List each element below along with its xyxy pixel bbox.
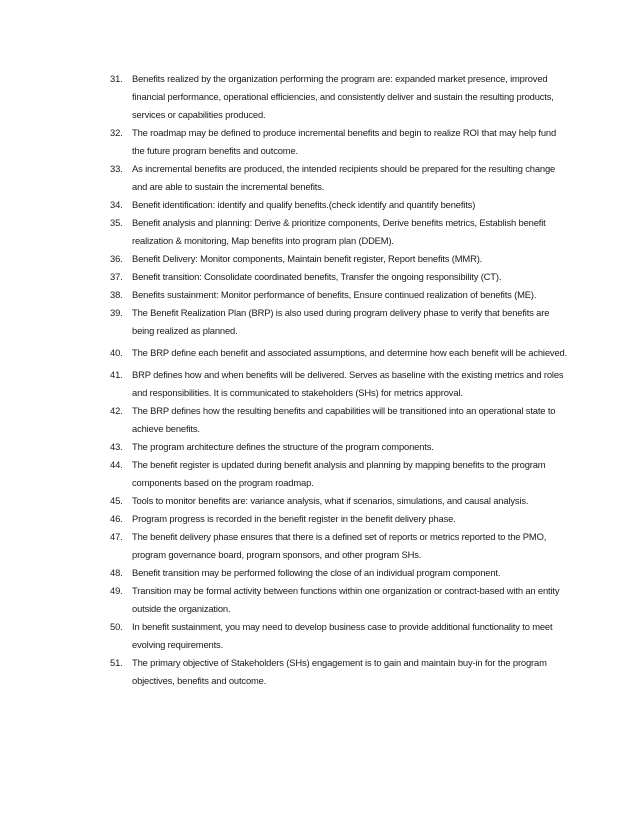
list-item (110, 268, 568, 286)
item-number: 39. (110, 307, 123, 318)
list-item (110, 366, 568, 402)
list-item (110, 510, 568, 528)
item-number: 46. (110, 513, 123, 524)
item-number: 49. (110, 585, 123, 596)
item-text: As incremental benefits are produced, the intended recipients should be prepared for the resulting change and are able to sustain the incremental benefits. (132, 163, 556, 192)
list-item (110, 528, 568, 564)
item-number: 50. (110, 621, 123, 632)
list-item (110, 160, 568, 196)
list-item (110, 654, 568, 690)
list-item (110, 214, 568, 250)
item-text: Benefit analysis and planning: Derive & prioritize components, Derive benefits metrics, Establish benefit realization & monitoring, Map benefits into program plan (DDEM). (132, 217, 546, 246)
list-item (110, 438, 568, 456)
item-number: 31. (110, 73, 123, 84)
list-item (110, 286, 568, 304)
item-number: 43. (110, 441, 123, 452)
item-text: Transition may be formal activity between functions within one organization or contract-based with an entity outside the organization. (132, 585, 560, 614)
item-text: The program architecture defines the structure of the program components. (132, 441, 434, 452)
item-text: The BRP define each benefit and associated assumptions, and determine how each benefit will be achieved. (132, 347, 568, 358)
list-item (110, 250, 568, 268)
item-text: Benefits realized by the organization performing the program are: expanded market presence, improved financial performance, operational efficiencies, and consistently deliver and sustain the resulting products, services or capabilities produced. (132, 73, 554, 120)
list-item (110, 564, 568, 582)
item-text: The BRP defines how the resulting benefits and capabilities will be transitioned into an operational state to achieve benefits. (132, 405, 556, 434)
list-item (110, 402, 568, 438)
item-text: Benefits sustainment: Monitor performance of benefits, Ensure continued realization of benefits (ME). (132, 289, 537, 300)
item-number: 47. (110, 531, 123, 542)
item-text: Program progress is recorded in the benefit register in the benefit delivery phase. (132, 513, 456, 524)
item-text: Tools to monitor benefits are: variance analysis, what if scenarios, simulations, and causal analysis. (132, 495, 529, 506)
list-item (110, 70, 568, 124)
item-number: 42. (110, 405, 123, 416)
item-text: BRP defines how and when benefits will be delivered. Serves as baseline with the existing metrics and roles and responsibilities. It is communicated to stakeholders (SHs) for metrics approval. (132, 369, 564, 398)
list-item (110, 492, 568, 510)
item-text: The benefit delivery phase ensures that there is a defined set of reports or metrics reported to the PMO, program governance board, program sponsors, and other program SHs. (132, 531, 547, 560)
item-number: 44. (110, 459, 123, 470)
item-number: 35. (110, 217, 123, 228)
item-number: 51. (110, 657, 123, 668)
item-text: The Benefit Realization Plan (BRP) is also used during program delivery phase to verify that benefits are being realized as planned. (132, 307, 550, 336)
item-number: 34. (110, 199, 123, 210)
item-number: 40. (110, 347, 123, 358)
list-item (110, 582, 568, 618)
item-number: 37. (110, 271, 123, 282)
list-item (110, 456, 568, 492)
item-number: 45. (110, 495, 123, 506)
item-number: 41. (110, 369, 123, 380)
item-text: Benefit transition: Consolidate coordinated benefits, Transfer the ongoing responsibility (CT). (132, 271, 502, 282)
item-text: The roadmap may be defined to produce incremental benefits and begin to realize ROI that may help fund the future program benefits and outcome. (132, 127, 557, 156)
numbered-list (110, 70, 568, 690)
item-text: In benefit sustainment, you may need to develop business case to provide additional functionality to meet evolving requirements. (132, 621, 553, 650)
item-text: Benefit identification: identify and qualify benefits.(check identify and quantify benefits) (132, 199, 476, 210)
list-item (110, 618, 568, 654)
item-text: The benefit register is updated during benefit analysis and planning by mapping benefits to the program components based on the program roadmap. (132, 459, 546, 488)
item-text: Benefit transition may be performed following the close of an individual program component. (132, 567, 501, 578)
item-text: The primary objective of Stakeholders (SHs) engagement is to gain and maintain buy-in for the program objectives, benefits and outcome. (132, 657, 547, 686)
item-number: 36. (110, 253, 123, 264)
item-text: Benefit Delivery: Monitor components, Maintain benefit register, Report benefits (MMR). (132, 253, 483, 264)
list-item (110, 124, 568, 160)
list-item (110, 196, 568, 214)
item-number: 33. (110, 163, 123, 174)
item-number: 38. (110, 289, 123, 300)
list-item (110, 344, 568, 362)
list-item (110, 304, 568, 340)
item-number: 48. (110, 567, 123, 578)
item-number: 32. (110, 127, 123, 138)
